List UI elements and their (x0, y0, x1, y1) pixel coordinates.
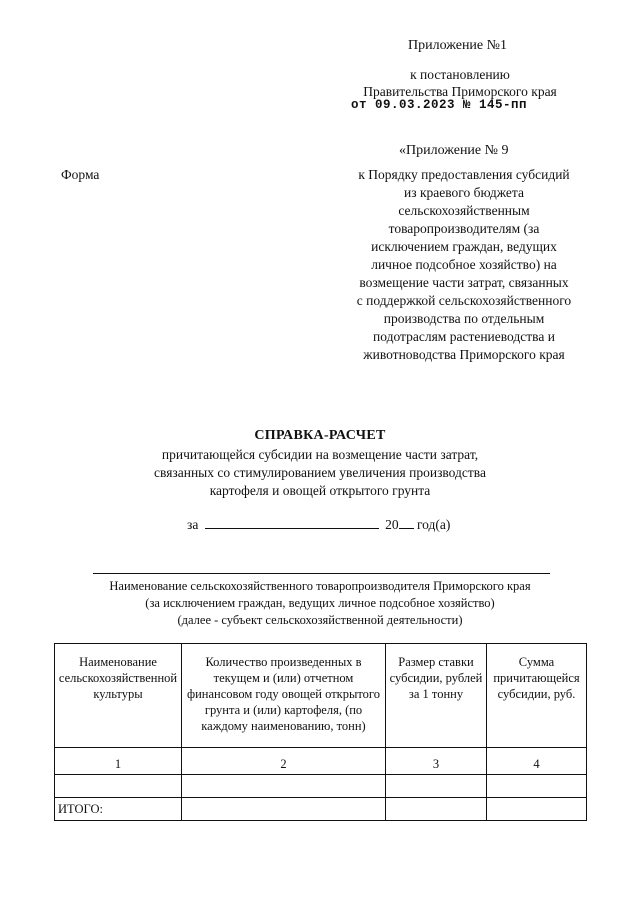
order-line: подотраслям растениеводства и (373, 329, 555, 344)
order-line: из краевого бюджета (404, 185, 524, 200)
year-blank-field[interactable] (399, 516, 414, 529)
header-subsidy-sum: Сумма причитающейся субсидии, руб. (487, 644, 587, 748)
table-header-row (55, 644, 587, 748)
table-number-row (55, 748, 587, 775)
header-rate: Размер ставки субсидии, рублей за 1 тонну (386, 644, 487, 748)
table-row (55, 775, 587, 798)
total-label: ИТОГО: (55, 798, 182, 821)
order-line: производства по отдельным (383, 311, 545, 326)
calculation-table (54, 643, 587, 821)
column-number: 1 (55, 748, 182, 775)
order-line: товаропроизводителям (за (388, 221, 540, 236)
decree-reference (349, 66, 571, 100)
header-quantity: Количество произведенных в текущем и (или) отчетном финансовом году овощей открытого грунта и (или) картофеля, (по каждому наименованию, тонн) (182, 644, 386, 748)
entity-line: (за исключением граждан, ведущих личное подсобное хозяйство) (145, 596, 495, 610)
form-label: Форма (61, 167, 100, 182)
table-cell[interactable] (182, 798, 386, 821)
entity-name-field-line[interactable] (93, 573, 550, 574)
table-cell[interactable] (55, 775, 182, 798)
entity-line: Наименование сельскохозяйственного товаропроизводителя Приморского края (109, 579, 531, 593)
decree-line-2: Правительства Приморского края (363, 84, 557, 99)
table-cell[interactable] (182, 775, 386, 798)
entity-caption (80, 578, 560, 629)
table-total-row (55, 798, 587, 821)
table-cell[interactable] (386, 798, 487, 821)
order-reference (336, 166, 592, 364)
document-title: СПРАВКА-РАСЧЕТ (254, 428, 386, 443)
subtitle-line: связанных со стимулированием увеличения производства (154, 465, 486, 480)
table-cell[interactable] (487, 775, 587, 798)
appendix-1-label: Приложение №1 (408, 38, 507, 53)
period-prefix: за (187, 517, 199, 532)
table-cell[interactable] (487, 798, 587, 821)
decree-date-stamp: от 09.03.2023 № 145-пп (351, 98, 528, 112)
order-line: с поддержкой сельскохозяйственного (356, 293, 572, 308)
column-number: 2 (182, 748, 386, 775)
document-subtitle (110, 446, 530, 500)
table-cell[interactable] (386, 775, 487, 798)
column-number: 3 (386, 748, 487, 775)
decree-line-1: к постановлению (410, 67, 510, 82)
entity-line: (далее - субъект сельскохозяйственной деятельности) (177, 613, 463, 627)
order-line: личное подсобное хозяйство) на (371, 257, 557, 272)
order-line: возмещение части затрат, связанных (359, 275, 569, 290)
order-line: животноводства Приморского края (363, 347, 565, 362)
order-line: к Порядку предоставления субсидий (358, 167, 570, 182)
period-year-prefix: 20 (385, 517, 399, 532)
column-number: 4 (487, 748, 587, 775)
period-suffix: год(а) (416, 517, 451, 532)
subtitle-line: картофеля и овощей открытого грунта (209, 483, 431, 498)
period-blank-field[interactable] (205, 516, 379, 529)
subtitle-line: причитающейся субсидии на возмещение части затрат, (161, 447, 479, 462)
period-line (187, 516, 450, 533)
order-line: сельскохозяйственным (398, 203, 530, 218)
appendix-9-label: «Приложение № 9 (399, 143, 509, 158)
order-line: исключением граждан, ведущих (371, 239, 557, 254)
header-crop-name: Наименование сельскохозяйственной культуры (55, 644, 182, 748)
